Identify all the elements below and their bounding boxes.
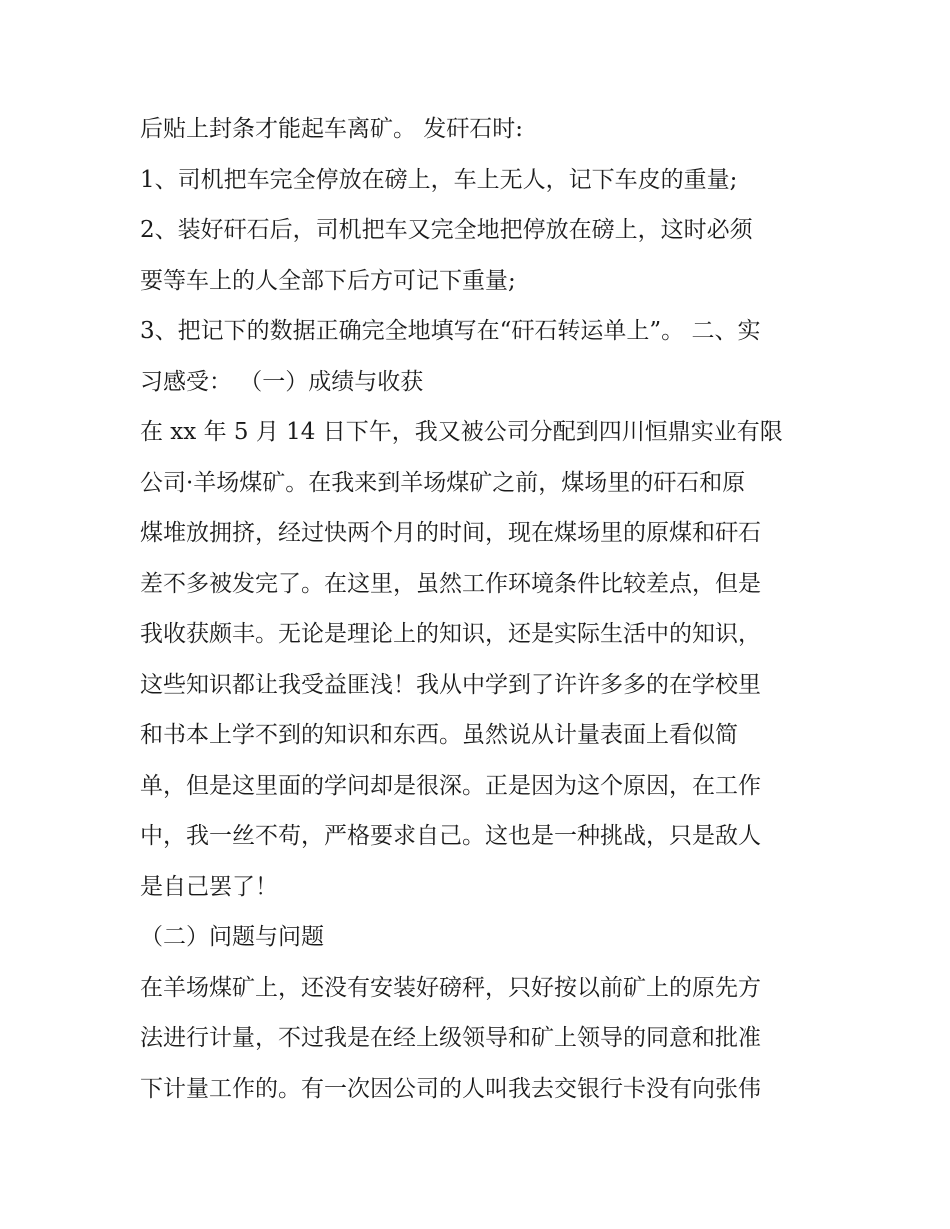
document-body — [140, 104, 820, 1114]
text-line: 中，我一丝不苟，严格要求自己。这也是一种挑战，只是敌人 — [140, 823, 761, 849]
text-line: 在羊场煤矿上，还没有安装好磅秤，只好按以前矿上的原先方 — [140, 974, 761, 1001]
section-heading-line: 习感受： （一）成绩与收获 — [140, 368, 424, 395]
text-line: 在 xx 年 5 月 14 日下午，我又被公司分配到四川恒鼎实业有限 — [140, 419, 783, 445]
text-line: 要等车上的人全部下后方可记下重量; — [140, 267, 516, 294]
text-line: 我收获颇丰。无论是理论上的知识，还是实际生活中的知识， — [140, 621, 761, 647]
text-line: 1、司机把车完全停放在磅上，车上无人，记下车皮的重量; — [140, 166, 738, 193]
text-line: 3、把记下的数据正确完全地填写在“矸石转运单上”。 二、实 — [140, 318, 761, 344]
text-line: 这些知识都让我受益匪浅！我从中学到了许许多多的在学校里 — [140, 671, 761, 698]
text-line: 单，但是这里面的学问却是很深。正是因为这个原因，在工作 — [140, 772, 761, 799]
text-line: 2、装好矸石后，司机把车又完全地把停放在磅上，这时必须 — [140, 217, 753, 243]
text-line: 后贴上封条才能起车离矿。 发矸石时: — [140, 116, 524, 142]
text-line: 和书本上学不到的知识和东西。虽然说从计量表面上看似简 — [140, 722, 738, 748]
text-line: 法进行计量，不过我是在经上级领导和矿上领导的同意和批准 — [140, 1025, 761, 1051]
text-line: 是自己罢了！ — [140, 873, 278, 900]
text-line: 差不多被发完了。在这里，虽然工作环境条件比较差点，但是 — [140, 570, 761, 597]
section-heading-line: （二）问题与问题 — [140, 924, 324, 950]
text-line: 下计量工作的。有一次因公司的人叫我去交银行卡没有向张伟 — [140, 1075, 761, 1102]
text-line: 煤堆放拥挤，经过快两个月的时间，现在煤场里的原煤和矸石 — [140, 520, 761, 546]
text-line: 公司·羊场煤矿。在我来到羊场煤矿之前，煤场里的矸石和原 — [140, 469, 746, 496]
